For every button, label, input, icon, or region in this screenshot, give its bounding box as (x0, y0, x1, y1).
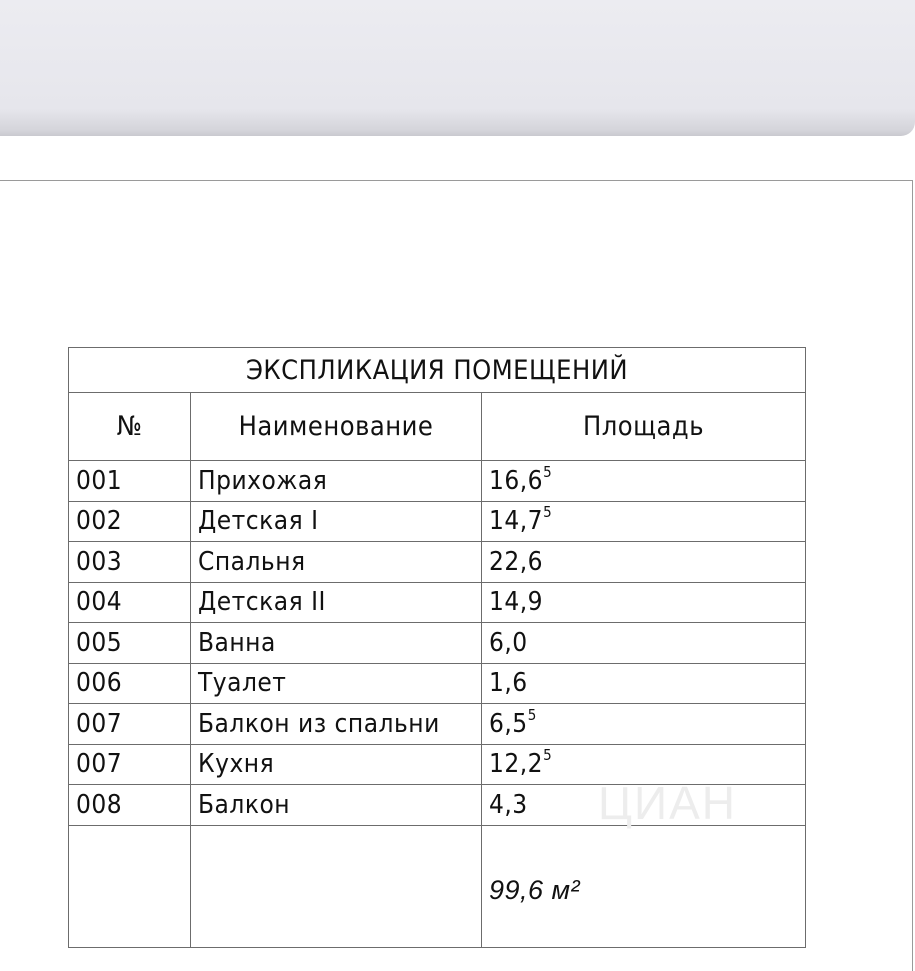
total-row (69, 825, 806, 947)
room-area: 14,7$^5$ (482, 501, 806, 542)
room-area: 1,6 (482, 663, 806, 704)
table-title: ЭКСПЛИКАЦИЯ ПОМЕЩЕНИЙ (69, 348, 806, 393)
room-name: Туалет (191, 663, 482, 704)
table-row (69, 501, 806, 542)
room-area: $6,5^5$ (482, 704, 806, 745)
room-number: 003 (69, 542, 191, 583)
room-area: 6,0 (482, 623, 806, 664)
room-name: Балкон (191, 785, 482, 826)
room-number: 004 (69, 582, 191, 623)
total-empty-number (69, 825, 191, 947)
room-name: Детская I (191, 501, 482, 542)
room-name: Спальня (191, 542, 482, 583)
room-number: 007 (69, 744, 191, 785)
table-row (69, 582, 806, 623)
header-number: № (69, 393, 191, 461)
room-number: 006 (69, 663, 191, 704)
room-number: 005 (69, 623, 191, 664)
room-name: Прихожая (191, 461, 482, 502)
table-row (69, 704, 806, 745)
total-area: 99,6 м² (482, 825, 806, 947)
room-name: Ванна (191, 623, 482, 664)
total-empty-name (191, 825, 482, 947)
room-number: 002 (69, 501, 191, 542)
room-number: 007 (69, 704, 191, 745)
room-area: 4,3 (482, 785, 806, 826)
room-name: Кухня (191, 744, 482, 785)
room-area: 16,6$^5$ (482, 461, 806, 502)
room-area: 22,6 (482, 542, 806, 583)
header-name: Наименование (191, 393, 482, 461)
room-number: 001 (69, 461, 191, 502)
room-area: 12,2$^5$ (482, 744, 806, 785)
room-name: Детская II (191, 582, 482, 623)
room-area: 14,9 (482, 582, 806, 623)
header-area: Площадь (482, 393, 806, 461)
table-row (69, 623, 806, 664)
room-number: 008 (69, 785, 191, 826)
room-name: Балкон из спальни (191, 704, 482, 745)
table-row (69, 461, 806, 502)
area-fraction: 5 (543, 462, 553, 481)
table-row (69, 542, 806, 583)
top-toolbar-area (0, 0, 915, 136)
table-header-row (69, 393, 806, 461)
area-fraction: 5 (543, 503, 553, 522)
explication-table (68, 347, 806, 948)
area-fraction: 5 (527, 705, 537, 724)
area-fraction: 5 (543, 746, 553, 765)
watermark-logo: ЦИАН (598, 777, 737, 829)
table-row (69, 663, 806, 704)
